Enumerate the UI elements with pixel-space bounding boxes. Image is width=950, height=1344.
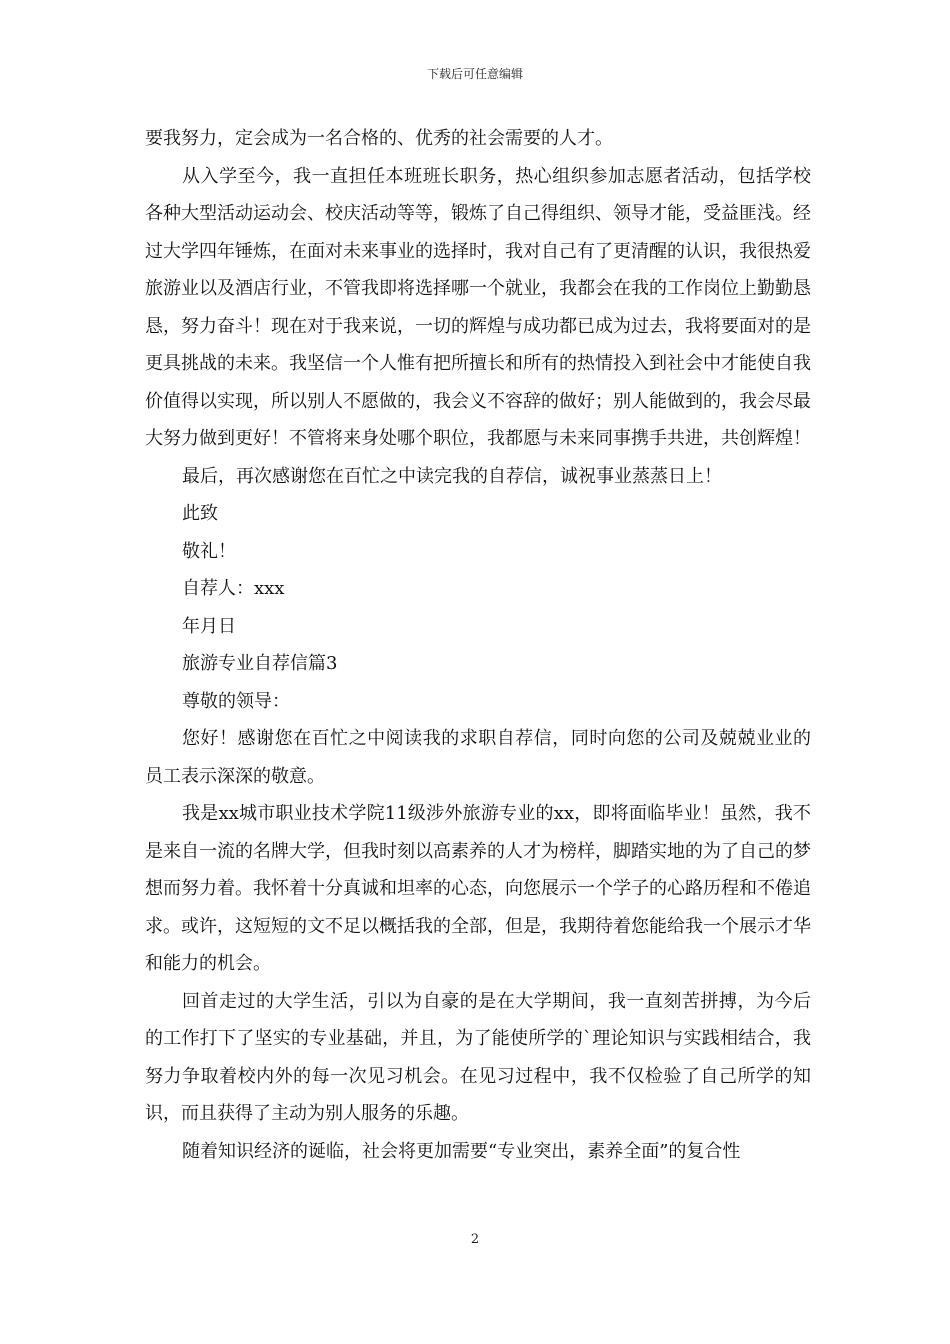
salutation: 尊敬的领导： [182, 690, 290, 712]
closing-line: 敬礼！ [182, 540, 236, 562]
closing-line: 此致 [182, 503, 218, 524]
document-body [145, 120, 811, 1170]
paragraph: 您好！感谢您在百忙之中阅读我的求职自荐信，同时向您的公司及兢兢业业的员工表示深深的敬意。 [145, 728, 811, 787]
paragraph: 我是xx城市职业技术学院11级涉外旅游专业的xx，即将面临毕业！虽然，我不是来自一流的名牌大学，但我时刻以高素养的人才为榜样，脚踏实地的为了自己的梦想而努力着。我怀着十分真诚和坦率的心态，向您展示一个学子的心路历程和不倦追求。或许，这短短的文不足以概括我的全部，但是，我期待着您能给我一个展示才华和能力的机会。 [145, 803, 811, 974]
paragraph: 从入学至今，我一直担任本班班长职务，热心组织参加志愿者活动，包括学校各种大型活动运动会、校庆活动等等，锻炼了自己得组织、领导才能，受益匪浅。经过大学四年锤炼，在面对未来事业的选择时，我对自己有了更清醒的认识，我很热爱旅游业以及酒店行业，不管我即将选择哪一个就业，我都会在我的工作岗位上勤勤恳恳，努力奋斗！现在对于我来说，一切的辉煌与成功都已成为过去，我将要面对的是更具挑战的未来。我坚信一个人惟有把所擅长和所有的热情投入到社会中才能使自我价值得以实现，所以别人不愿做的，我会义不容辞的做好；别人能做到的，我会尽最大努力做到更好！不管将来身处哪个职位，我都愿与未来同事携手共进，共创辉煌！ [145, 165, 811, 449]
page-number: 2 [470, 1232, 480, 1247]
date-line: 年月日 [182, 615, 236, 637]
paragraph: 随着知识经济的诞临，社会将更加需要“专业突出，素养全面”的复合性 [182, 1140, 741, 1162]
paragraph: 回首走过的大学生活，引以为自豪的是在大学期间，我一直刻苦拼搏，为今后的工作打下了坚实的专业基础，并且，为了能使所学的`理论知识与实践相结合，我努力争取着校内外的每一次见习机会。在见习过程中，我不仅检验了自己所学的知识，而且获得了主动为别人服务的乐趣。 [145, 990, 811, 1124]
signature-line: 自荐人：xxx [182, 578, 285, 599]
page-header: 下载后可任意编辑 [426, 67, 523, 81]
paragraph: 最后，再次感谢您在百忙之中读完我的自荐信，诚祝事业蒸蒸日上！ [182, 465, 722, 487]
section-title: 旅游专业自荐信篇3 [182, 653, 338, 674]
paragraph: 要我努力，定会成为一名合格的、优秀的社会需要的人才。 [145, 128, 613, 149]
